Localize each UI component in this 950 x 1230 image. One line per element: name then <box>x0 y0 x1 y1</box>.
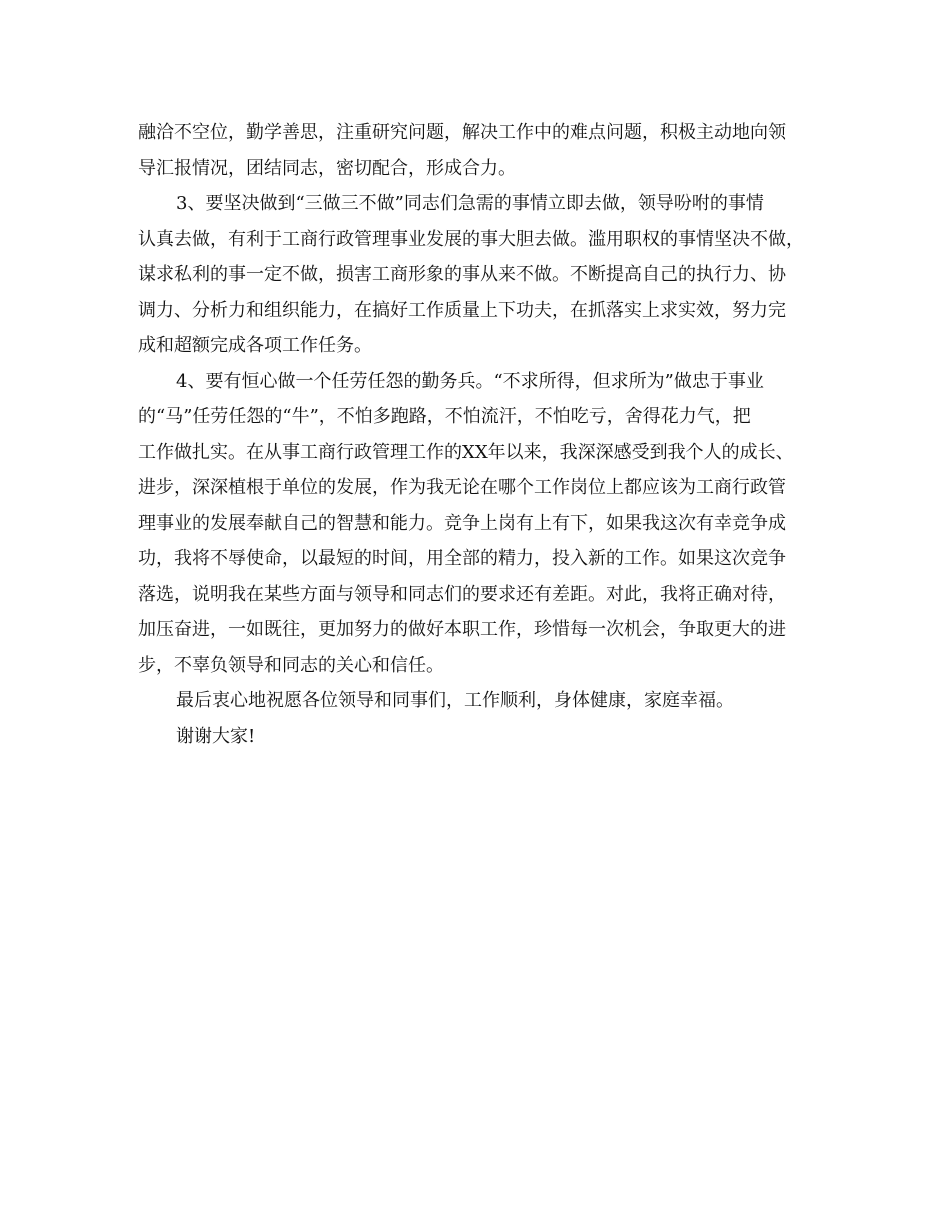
text-line: 加压奋进，一如既往，更加努力的做好本职工作，珍惜每一次机会，争取更大的进 <box>138 619 786 640</box>
text-line: 调力、分析力和组织能力，在搞好工作质量上下功夫，在抓落实上求实效，努力完 <box>138 299 786 321</box>
thanks-line: 谢谢大家! <box>176 725 256 747</box>
text-line: 进步，深深植根于单位的发展，作为我无论在哪个工作岗位上都应该为工商行政管 <box>138 477 786 498</box>
text-line: 谋求私利的事一定不做，损害工商形象的事从来不做。不断提高自己的执行力、协 <box>138 264 786 285</box>
text-line: 落选，说明我在某些方面与领导和同志们的要求还有差距。对此，我将正确对待， <box>138 583 786 605</box>
text-line: 认真去做，有利于工商行政管理事业发展的事大胆去做。滥用职权的事情坚决不做， <box>138 228 804 250</box>
closing-wishes: 最后衷心地祝愿各位领导和同事们，工作顺利，身体健康，家庭幸福。 <box>176 690 734 711</box>
text-line: 的“马”任劳任怨的“牛”，不怕多跑路，不怕流汗，不怕吃亏，舍得花力气，把 <box>138 406 751 427</box>
text-line: 步，不辜负领导和同志的关心和信任。 <box>138 654 444 676</box>
text-line: 功，我将不辱使命，以最短的时间，用全部的精力，投入新的工作。如果这次竞争 <box>138 548 786 569</box>
document-body <box>138 115 828 754</box>
text-line: 导汇报情况，团结同志，密切配合，形成合力。 <box>138 157 516 179</box>
text-line: 工作做扎实。在从事工商行政管理工作的XX年以来，我深深感受到我个人的成长、 <box>138 441 794 463</box>
text-line: 成和超额完成各项工作任务。 <box>138 335 372 356</box>
text-line: 理事业的发展奉献自己的智慧和能力。竞争上岗有上有下，如果我这次有幸竞争成 <box>138 512 786 534</box>
text-line: 融洽不空位，勤学善思，注重研究问题，解决工作中的难点问题，积极主动地向领 <box>138 122 786 143</box>
text-line: 4、要有恒心做一个任劳任怨的勤务兵。“不求所得，但求所为”做忠于事业 <box>176 370 764 392</box>
text-line: 3、要坚决做到“三做三不做”同志们急需的事情立即去做，领导吩咐的事情 <box>176 193 764 214</box>
